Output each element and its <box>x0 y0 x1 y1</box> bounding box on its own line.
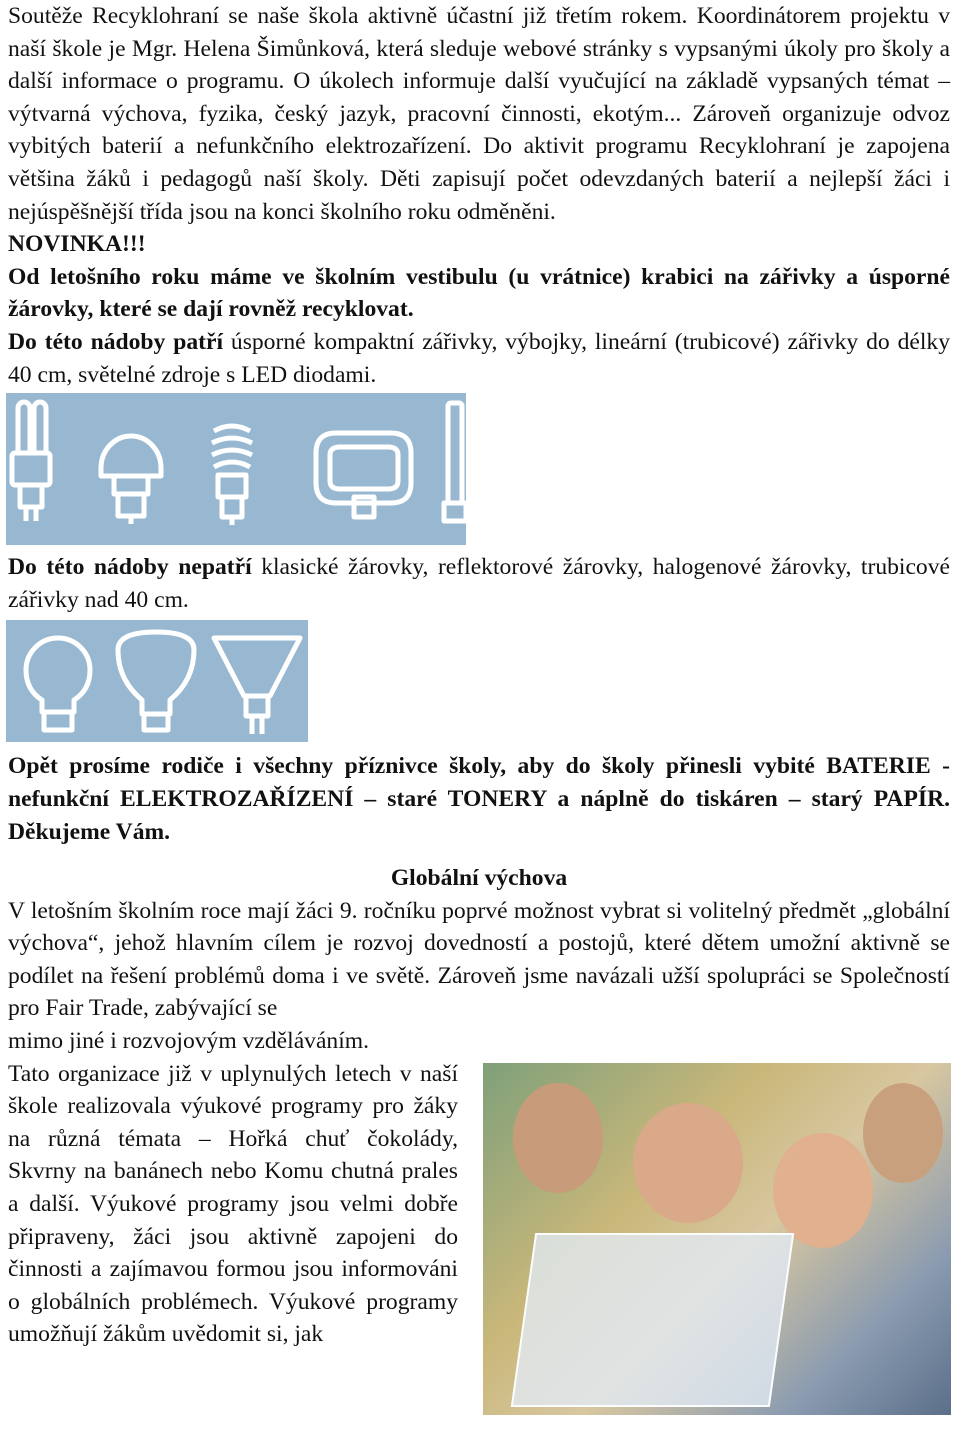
square-lamp-icon <box>316 433 411 517</box>
intro-paragraph: Soutěže Recyklohraní se naše škola aktivně účastní již třetím rokem. Koordinátorem projektu v naší škole je Mgr. Helena Šimůnková, která sleduje webové stránky s vypsanými úkoly pro školy a další informace o programu. O úkolech informuje další vyučující na základě vypsaných témat – výtvarná výchova, fyzika, český jazyk, pracovní činnosti, ekotým... Zároveň organizuje odvoz vybitých baterií a nefunkčního elektrozařízení. Do aktivit programu Recyklohraní je zapojena většina žáků i pedagogů naší školy. Děti zapisují počet odevzdaných baterií a nejlepší žáci i nejúspěšnější třída jsou na konci školního roku odměněni. <box>8 3 950 225</box>
global-paragraph-2: Tato organizace již v uplynulých letech v naší škole realizovala výukové programy pro žáky na různá témata – Hořká chuť čokolády, Skvrny na banánech nebo Komu chutná prales a další. Výukové programy jsou velmi dobře připraveny, žáci jsou aktivně zapojeni do činnosti a zajímavou formou jsou informováni o globálních problémech. Výukové programy umožňují žákům uvědomit si, jak <box>8 1060 458 1348</box>
global-paragraph-1-end: mimo jiné i rozvojovým vzděláváním. <box>8 1028 370 1055</box>
not-belongs-paragraph: Do této nádoby nepatří klasické žárovky, reflektorové žárovky, halogenové žárovky, trubicové zářivky nad 40 cm. <box>8 554 951 613</box>
spiral-bulb-icon <box>212 426 252 525</box>
not-belongs-lead: Do této nádoby nepatří <box>8 554 252 581</box>
belongs-lead: Do této nádoby patří <box>8 328 224 355</box>
globe-bulb-icon <box>101 436 161 524</box>
recyclable-bulbs-illustration <box>6 393 466 545</box>
non-recyclable-bulbs-image <box>6 620 308 742</box>
cfl-tubes-icon <box>12 402 50 521</box>
classic-bulb-icon <box>26 638 90 730</box>
novinka-paragraph: Od letošního roku máme ve školním vestibulu (u vrátnice) krabici na zářivky a úsporné žárovky, které se dají rovněž recyklovat. <box>8 263 950 323</box>
student-face-right <box>773 1133 873 1248</box>
reflector-bulb-icon <box>118 632 194 730</box>
student-face-center <box>633 1103 743 1223</box>
student-face-far-right <box>863 1083 943 1183</box>
novinka-heading: NOVINKA!!! <box>8 231 146 258</box>
halogen-reflector-icon <box>214 638 300 734</box>
students-photo <box>483 1063 951 1415</box>
student-face-left <box>513 1083 603 1193</box>
linear-tube-icon <box>444 403 466 521</box>
recycling-box <box>511 1233 794 1407</box>
non-recyclable-bulbs-illustration <box>6 620 308 742</box>
global-paragraph-1: V letošním školním roce mají žáci 9. ročníku poprvé možnost vybrat si volitelný předmět „globální výchova“, jehož hlavním cílem je rozvoj dovedností a postojů, které dětem umožní aktivně se podílet na řešení problémů doma i ve světě. Zároveň jsme navázali užší spolupráci se Společností pro Fair Trade, zabývající se <box>8 897 950 1022</box>
recyclable-bulbs-image <box>6 393 466 545</box>
section-title: Globální výchova <box>390 865 568 892</box>
appeal-paragraph: Opět prosíme rodiče i všechny příznivce školy, aby do školy přinesli vybité BATERIE - nefunkční ELEKTROZAŘÍZENÍ – staré TONERY a náplně do tiskáren – starý PAPÍR. Děkujeme Vám. <box>8 753 950 845</box>
belongs-paragraph: Do této nádoby patří úsporné kompaktní zářivky, výbojky, lineární (trubicové) zářivky do délky 40 cm, světelné zdroje s LED diodami. <box>8 328 950 388</box>
